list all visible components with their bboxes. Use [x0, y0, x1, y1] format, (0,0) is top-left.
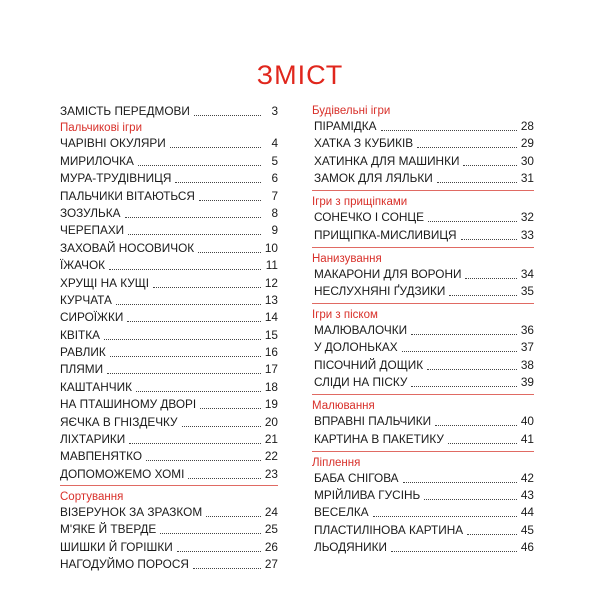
toc-entry[interactable]	[312, 340, 534, 355]
dot-leader	[127, 321, 261, 322]
toc-entry[interactable]	[60, 223, 278, 238]
toc-entry-page: 9	[271, 223, 278, 238]
dot-leader	[146, 460, 261, 461]
toc-entry[interactable]	[60, 241, 278, 256]
toc-entry-page: 38	[520, 357, 534, 372]
toc-entry[interactable]	[60, 154, 278, 169]
dot-leader	[194, 115, 261, 116]
toc-entry[interactable]	[60, 557, 278, 572]
toc-entry[interactable]	[60, 136, 278, 151]
toc-entry[interactable]	[312, 323, 534, 338]
toc-entry[interactable]	[60, 415, 278, 430]
dot-leader	[110, 356, 261, 357]
section-divider	[312, 451, 534, 452]
toc-entry-page: 5	[271, 153, 278, 168]
toc-entry-title: НАГОДУЙМО ПОРОСЯ	[60, 556, 189, 571]
toc-entry-title: МРІЙЛИВА ГУСІНЬ	[314, 487, 421, 502]
section-divider	[60, 485, 278, 486]
toc-entry-page: 25	[264, 522, 278, 537]
section-divider	[312, 190, 534, 191]
dot-leader	[461, 239, 517, 240]
toc-entry[interactable]	[60, 540, 278, 555]
section-heading-clothespin-games: Ігри з прищіпками	[312, 196, 408, 209]
toc-entry-page: 30	[520, 153, 534, 168]
toc-entry[interactable]	[312, 540, 534, 555]
toc-entry-title: ЯЄЧКА В ГНІЗДЕЧКУ	[60, 414, 178, 429]
toc-entry-title: МАВПЕНЯТКО	[60, 449, 143, 464]
dot-leader	[411, 334, 517, 335]
toc-entry-title: НА ПТАШИНОМУ ДВОРІ	[60, 397, 197, 412]
section-divider	[312, 303, 534, 304]
dot-leader	[188, 478, 261, 479]
toc-entry[interactable]	[60, 258, 278, 273]
toc-entry-page: 24	[264, 504, 278, 519]
toc-entry-page: 13	[264, 292, 278, 307]
toc-entry[interactable]	[60, 505, 278, 520]
dot-leader	[411, 386, 517, 387]
toc-entry-page: 22	[264, 449, 278, 464]
toc-entry-page: 41	[520, 431, 534, 446]
dot-leader	[402, 351, 517, 352]
toc-entry-title: ЛІХТАРИКИ	[60, 432, 126, 447]
dot-leader	[449, 295, 517, 296]
dot-leader	[424, 499, 517, 500]
toc-entry-page: 39	[520, 375, 534, 390]
toc-entry-title: КАРТИНА В ПАКЕТИКУ	[314, 431, 444, 446]
section-heading-stringing: Нанизування	[312, 252, 382, 265]
toc-entry[interactable]	[60, 328, 278, 343]
toc-entry-page: 33	[520, 227, 534, 242]
dot-leader	[417, 147, 517, 148]
toc-entry[interactable]	[60, 345, 278, 360]
toc-entry-title: ХАТКА З КУБИКІВ	[314, 136, 414, 151]
toc-entry[interactable]	[312, 154, 534, 169]
toc-entry-title: ЛЬОДЯНИКИ	[314, 540, 387, 555]
section-clothespin-games	[312, 210, 534, 242]
toc-entry-page: 15	[264, 327, 278, 342]
dot-leader	[153, 287, 261, 288]
toc-entry[interactable]	[312, 267, 534, 282]
toc-entry-title: ЗАМОК ДЛЯ ЛЯЛЬКИ	[314, 171, 433, 186]
toc-entry[interactable]	[60, 449, 278, 464]
toc-entry[interactable]	[60, 171, 278, 186]
toc-entry-title: МУРА-ТРУДІВНИЦЯ	[60, 171, 172, 186]
toc-entry-page: 21	[264, 432, 278, 447]
toc-entry[interactable]	[312, 505, 534, 520]
toc-entry-title: РАВЛИК	[60, 345, 106, 360]
toc-entry-page: 35	[520, 283, 534, 298]
section-divider	[312, 247, 534, 248]
toc-entry[interactable]	[312, 228, 534, 243]
toc-entry[interactable]	[60, 380, 278, 395]
toc-entry-page: 27	[264, 556, 278, 571]
toc-entry-title: ЧЕРЕПАХИ	[60, 223, 125, 238]
dot-leader	[129, 443, 261, 444]
toc-entry[interactable]	[312, 284, 534, 299]
toc-entry-page: 18	[264, 379, 278, 394]
toc-entry-page: 42	[520, 470, 534, 485]
toc-entry-page: 6	[271, 171, 278, 186]
section-modeling	[312, 471, 534, 556]
page-title: ЗМІСТ	[256, 60, 344, 90]
toc-entry-title: ДОПОМОЖЕМО ХОМІ	[60, 466, 185, 481]
dot-leader	[206, 516, 261, 517]
toc-entry-title: МАЛЮВАЛОЧКИ	[314, 322, 408, 337]
toc-entry-title: МАКАРОНИ ДЛЯ ВОРОНИ	[314, 266, 462, 281]
section-sorting	[60, 505, 278, 572]
toc-entry-page: 31	[520, 171, 534, 186]
toc-left-column	[60, 104, 278, 574]
section-heading-finger-games: Пальчикові ігри	[60, 122, 142, 135]
toc-entry-page: 11	[265, 258, 278, 273]
toc-entry-page: 3	[271, 104, 278, 118]
toc-entry-page: 44	[520, 505, 534, 520]
toc-entry[interactable]	[60, 206, 278, 221]
toc-entry-page: 14	[264, 310, 278, 325]
toc-entry-title: СОНЕЧКО І СОНЦЕ	[314, 210, 424, 225]
dot-leader	[193, 568, 261, 569]
dot-leader	[198, 252, 261, 253]
toc-entry[interactable]	[60, 467, 278, 482]
toc-entry[interactable]	[312, 171, 534, 186]
dot-leader	[104, 339, 261, 340]
toc-entry-title: КВІТКА	[60, 327, 100, 342]
toc-right-column	[312, 104, 534, 557]
section-stringing	[312, 267, 534, 299]
section-heading-sand-games: Ігри з піском	[312, 308, 378, 321]
dot-leader	[177, 551, 261, 552]
toc-entry-title: У ДОЛОНЬКАХ	[314, 340, 398, 355]
toc-entry-title: ПІСОЧНИЙ ДОЩИК	[314, 357, 424, 372]
toc-entry-title: СЛІДИ НА ПІСКУ	[314, 375, 408, 390]
dot-leader	[109, 269, 261, 270]
dot-leader	[138, 165, 261, 166]
dot-leader	[381, 130, 517, 131]
toc-entry-page: 45	[520, 522, 534, 537]
toc-entry-title: ПІРАМІДКА	[314, 119, 377, 133]
toc-entry[interactable]	[312, 375, 534, 390]
toc-entry[interactable]	[312, 432, 534, 447]
toc-entry-title: ВЕСЕЛКА	[314, 505, 369, 520]
toc-entry-title: М'ЯКЕ Й ТВЕРДЕ	[60, 522, 157, 537]
toc-entry-page: 40	[520, 414, 534, 429]
toc-entry-title: ХАТИНКА ДЛЯ МАШИНКИ	[314, 153, 460, 168]
section-heading-modeling: Ліплення	[312, 456, 361, 469]
toc-entry-title: ВПРАВНІ ПАЛЬЧИКИ	[314, 414, 432, 429]
toc-entry[interactable]	[60, 276, 278, 291]
toc-entry-title: ЧАРІВНІ ОКУЛЯРИ	[60, 136, 166, 151]
toc-entry-page: 36	[520, 322, 534, 337]
section-drawing	[312, 414, 534, 446]
section-heading-drawing: Малювання	[312, 400, 375, 413]
toc-entry-page: 17	[264, 362, 278, 377]
dot-leader	[199, 200, 261, 201]
toc-entry-title: ЗАМІСТЬ ПЕРЕДМОВИ	[60, 104, 190, 118]
dot-leader	[437, 182, 517, 183]
toc-entry-page: 12	[264, 275, 278, 290]
dot-leader	[160, 533, 261, 534]
section-finger-games	[60, 136, 278, 481]
toc-entry[interactable]	[312, 358, 534, 373]
toc-entry[interactable]	[60, 432, 278, 447]
dot-leader	[427, 369, 517, 370]
toc-entry[interactable]	[60, 310, 278, 325]
dot-leader	[200, 408, 261, 409]
toc-entry-title: ПРИЩІПКА-МИСЛИВИЦЯ	[314, 227, 457, 242]
toc-entry-page: 26	[264, 539, 278, 554]
toc-entry[interactable]	[312, 119, 534, 134]
dot-leader	[465, 278, 517, 279]
section-building-games	[312, 119, 534, 186]
toc-entry-title: ЗАХОВАЙ НОСОВИЧОК	[60, 240, 195, 255]
dot-leader	[463, 165, 517, 166]
toc-entry-page: 23	[264, 466, 278, 481]
toc-entry-page: 29	[520, 136, 534, 151]
toc-entry-page: 32	[520, 210, 534, 225]
section-heading-sorting: Сортування	[60, 490, 124, 503]
toc-entry-title: ПЛАСТИЛІНОВА КАРТИНА	[314, 522, 464, 537]
toc-entry-page: 4	[271, 136, 278, 151]
toc-entry-page: 16	[264, 345, 278, 360]
toc-entry-title: ВІЗЕРУНОК ЗА ЗРАЗКОМ	[60, 504, 203, 519]
toc-entry[interactable]	[312, 136, 534, 151]
toc-entry-page: 34	[520, 266, 534, 281]
section-heading-building-games: Будівельні ігри	[312, 105, 391, 117]
dot-leader	[175, 182, 261, 183]
toc-entry[interactable]	[60, 189, 278, 204]
toc-entry-page: 19	[264, 397, 278, 412]
toc-entry-title: КУРЧАТА	[60, 292, 112, 307]
dot-leader	[116, 304, 261, 305]
toc-entry[interactable]	[312, 488, 534, 503]
dot-leader	[428, 221, 517, 222]
toc-entry-title: ПЛЯМИ	[60, 362, 104, 377]
toc-entry[interactable]	[60, 522, 278, 537]
toc-entry-title: МИРИЛОЧКА	[60, 153, 134, 168]
toc-entry-page: 10	[264, 240, 278, 255]
toc-entry-title: ПАЛЬЧИКИ ВІТАЮТЬСЯ	[60, 188, 195, 203]
toc-entry[interactable]	[60, 397, 278, 412]
toc-entry[interactable]	[60, 293, 278, 308]
toc-entry-title: ХРУЩІ НА КУЩІ	[60, 275, 150, 290]
toc-entry[interactable]	[312, 471, 534, 486]
toc-entry-intro[interactable]	[60, 104, 278, 119]
dot-leader	[170, 147, 261, 148]
dot-leader	[128, 234, 261, 235]
dot-leader	[125, 217, 262, 218]
dot-leader	[182, 426, 261, 427]
dot-leader	[391, 551, 517, 552]
toc-entry[interactable]	[312, 210, 534, 225]
toc-entry[interactable]	[312, 414, 534, 429]
dot-leader	[373, 516, 517, 517]
toc-entry-title: ЗОЗУЛЬКА	[60, 205, 121, 220]
toc-entry-title: ЇЖАЧОК	[60, 258, 106, 273]
toc-entry-page: 46	[520, 540, 534, 555]
toc-entry-page: 8	[271, 205, 278, 220]
dot-leader	[435, 425, 517, 426]
dot-leader	[467, 534, 517, 535]
dot-leader	[107, 373, 261, 374]
toc-entry-title: БАБА СНІГОВА	[314, 470, 399, 485]
toc-entry-title: ШИШКИ Й ГОРІШКИ	[60, 539, 173, 554]
dot-leader	[136, 391, 261, 392]
dot-leader	[403, 482, 517, 483]
toc-entry-page: 7	[271, 188, 278, 203]
toc-entry-page: 43	[520, 487, 534, 502]
toc-entry[interactable]	[60, 362, 278, 377]
toc-entry-page: 28	[520, 119, 534, 133]
toc-entry-page: 20	[264, 414, 278, 429]
section-divider	[312, 394, 534, 395]
toc-entry-title: НЕСЛУХНЯНІ ҐУДЗИКИ	[314, 283, 446, 298]
dot-leader	[448, 443, 517, 444]
toc-entry-title: СИРОЇЖКИ	[60, 310, 124, 325]
toc-entry[interactable]	[312, 523, 534, 538]
toc-entry-title: КАШТАНЧИК	[60, 379, 132, 394]
toc-entry-page: 37	[520, 340, 534, 355]
section-sand-games	[312, 323, 534, 390]
